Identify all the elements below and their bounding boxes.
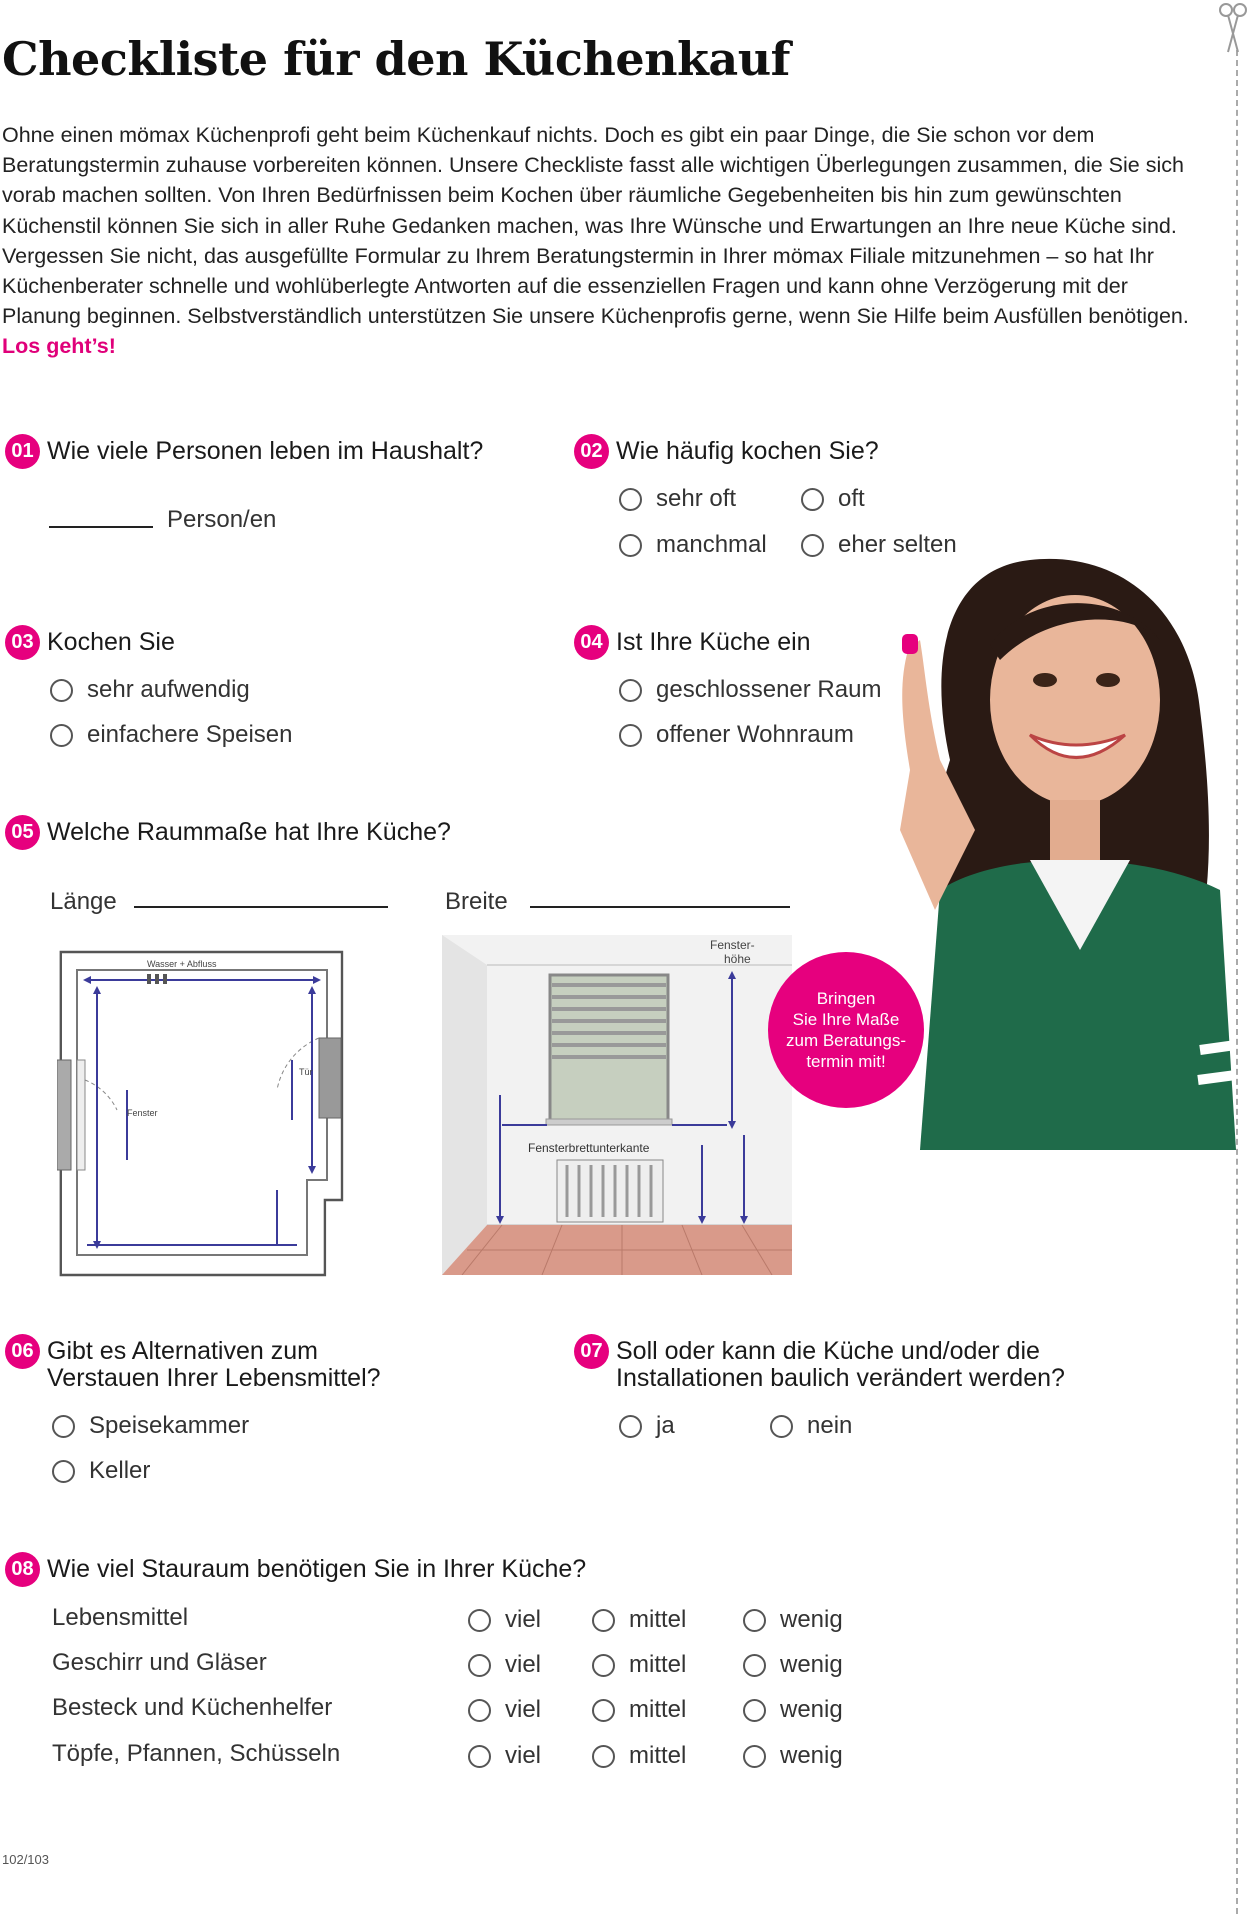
question-text: Wie viele Personen leben im Haushalt?: [47, 437, 484, 465]
storage-row-label: Töpfe, Pfannen, Schüsseln: [52, 1740, 341, 1767]
radio-button[interactable]: [52, 1415, 75, 1438]
storage-row-label: Besteck und Küchenhelfer: [52, 1694, 333, 1721]
radio-button[interactable]: [50, 724, 73, 747]
plan-label-door: Tür: [299, 1067, 313, 1077]
intro-text: Ohne einen mömax Küchenprofi geht beim Küchenkauf nichts. Doch es gibt ein paar Dinge, die Sie schon vor dem Beratungstermin zuhause vorbereiten können. Unsere Checkliste fasst alle wichtigen Überlegungen zusammen, die Sie sich vorab machen sollten. Von Ihren Bedürfnissen beim Kochen über räumliche Gegebenheiten bis hin zum gewünschten Küchenstil können Sie sich in aller Ruhe Gedanken machen, was Ihre Wünsche und Erwartungen an Ihre neue Küche sind. Vergessen Sie nicht, das ausgefüllte Formular zu Ihrem Beratungstermin in Ihrer mömax Filiale mitzunehmen – so hat Ihr Küchenberater schnelle und wohlüberlegte Antworten auf die essenziellen Fragen und kann ohne Verzögerung mit der Planung beginnen. Selbstverständlich unterstützen Sie unsere Küchenprofis gerne, wenn Sie Hilfe beim Ausfüllen benötigen. Los geht’s!: [2, 123, 1189, 359]
radio-button[interactable]: [468, 1699, 491, 1722]
question-text: Gibt es Alternativen zum Verstauen Ihrer Lebensmittel?: [47, 1337, 381, 1392]
door-shape: [319, 1038, 341, 1118]
radio-button[interactable]: [743, 1745, 766, 1768]
question-text: Ist Ihre Küche ein: [616, 628, 811, 656]
option-offener-wohnraum[interactable]: offener Wohnraum: [619, 721, 854, 749]
radio-button[interactable]: [468, 1654, 491, 1677]
radio-button[interactable]: [743, 1699, 766, 1722]
window-measurement-diagram: [442, 935, 792, 1275]
length-input-line[interactable]: [134, 906, 388, 908]
window-left-shape: [57, 1060, 71, 1170]
option-wenig[interactable]: wenig: [743, 1696, 843, 1724]
question-text: Kochen Sie: [47, 628, 175, 656]
radio-button[interactable]: [52, 1460, 75, 1483]
floor-plan-diagram: [57, 950, 347, 1280]
question-text: Welche Raummaße hat Ihre Küche?: [47, 818, 451, 846]
kitchen-advisor-photo: [880, 530, 1236, 1150]
option-viel[interactable]: viel: [468, 1606, 541, 1634]
radio-button[interactable]: [592, 1699, 615, 1722]
radio-button[interactable]: [619, 488, 642, 511]
persons-unit-label: Person/en: [167, 506, 277, 533]
question-number: 02: [574, 434, 609, 469]
option-viel[interactable]: viel: [468, 1742, 541, 1770]
radio-button[interactable]: [743, 1654, 766, 1677]
label-window-height-2: höhe: [724, 952, 751, 966]
radio-button[interactable]: [619, 534, 642, 557]
option-wenig[interactable]: wenig: [743, 1606, 843, 1634]
radio-button[interactable]: [50, 679, 73, 702]
length-label: Länge: [50, 888, 117, 915]
question-number: 01: [5, 434, 40, 469]
radio-button[interactable]: [801, 488, 824, 511]
question-02: [574, 434, 879, 469]
question-text: Wie häufig kochen Sie?: [616, 437, 879, 465]
option-viel[interactable]: viel: [468, 1696, 541, 1724]
question-03: [5, 625, 175, 660]
radiator-shape: [557, 1160, 663, 1222]
option-wenig[interactable]: wenig: [743, 1651, 843, 1679]
radio-button[interactable]: [468, 1745, 491, 1768]
storage-row-label: Lebensmittel: [52, 1604, 189, 1631]
width-input-line[interactable]: [530, 906, 790, 908]
radio-button[interactable]: [619, 1415, 642, 1438]
radio-button[interactable]: [592, 1745, 615, 1768]
option-keller[interactable]: Keller: [52, 1457, 150, 1485]
label-sill: Fensterbrettunterkante: [528, 1141, 650, 1155]
question-07: [574, 1334, 1065, 1392]
question-04: [574, 625, 811, 660]
question-number: 03: [5, 625, 40, 660]
plan-label-water: Wasser + Abfluss: [147, 959, 217, 969]
option-mittel[interactable]: mittel: [592, 1651, 686, 1679]
option-mittel[interactable]: mittel: [592, 1606, 686, 1634]
storage-row-label: Geschirr und Gläser: [52, 1649, 267, 1676]
label-window-height-1: Fenster-: [710, 938, 755, 952]
radio-button[interactable]: [743, 1609, 766, 1632]
question-number: 04: [574, 625, 609, 660]
question-01: [5, 434, 483, 469]
option-sehr-aufwendig[interactable]: sehr aufwendig: [50, 676, 250, 704]
question-number: 07: [574, 1334, 609, 1369]
option-viel[interactable]: viel: [468, 1651, 541, 1679]
measurement-reminder-bubble: Bringen Sie Ihre Maße zum Beratungs- termin mit!: [768, 952, 924, 1108]
radio-button[interactable]: [592, 1654, 615, 1677]
question-number: 06: [5, 1334, 40, 1369]
radio-button[interactable]: [592, 1609, 615, 1632]
option-oft[interactable]: oft: [801, 485, 865, 513]
option-sehr-oft[interactable]: sehr oft: [619, 485, 736, 513]
question-text: Soll oder kann die Küche und/oder die Installationen baulich verändert werden?: [616, 1337, 1065, 1392]
radio-button[interactable]: [619, 724, 642, 747]
option-mittel[interactable]: mittel: [592, 1696, 686, 1724]
radio-button[interactable]: [468, 1609, 491, 1632]
intro-cta: Los geht’s!: [2, 334, 116, 359]
page-title: Checkliste für den Küchenkauf: [2, 32, 790, 86]
question-text: Wie viel Stauraum benötigen Sie in Ihrer Küche?: [47, 1555, 587, 1583]
question-06: [5, 1334, 381, 1392]
option-manchmal[interactable]: manchmal: [619, 531, 767, 559]
question-05: [5, 815, 451, 850]
width-label: Breite: [445, 888, 508, 915]
question-08: [5, 1552, 586, 1587]
radio-button[interactable]: [619, 679, 642, 702]
radio-button[interactable]: [801, 534, 824, 557]
persons-input-line[interactable]: [49, 526, 153, 528]
cut-line: [1236, 50, 1238, 1914]
option-ja[interactable]: ja: [619, 1412, 675, 1440]
scissors-icon: [1216, 2, 1250, 54]
radio-button[interactable]: [770, 1415, 793, 1438]
option-speisekammer[interactable]: Speisekammer: [52, 1412, 249, 1440]
page-number: 102/103: [2, 1852, 49, 1867]
option-mittel[interactable]: mittel: [592, 1742, 686, 1770]
question-number: 08: [5, 1552, 40, 1587]
question-number: 05: [5, 815, 40, 850]
plan-label-window: Fenster: [127, 1108, 158, 1118]
option-nein[interactable]: nein: [770, 1412, 852, 1440]
option-geschlossener-raum[interactable]: geschlossener Raum: [619, 676, 881, 704]
option-eher-selten[interactable]: eher selten: [801, 531, 957, 559]
option-einfachere-speisen[interactable]: einfachere Speisen: [50, 721, 292, 749]
option-wenig[interactable]: wenig: [743, 1742, 843, 1770]
